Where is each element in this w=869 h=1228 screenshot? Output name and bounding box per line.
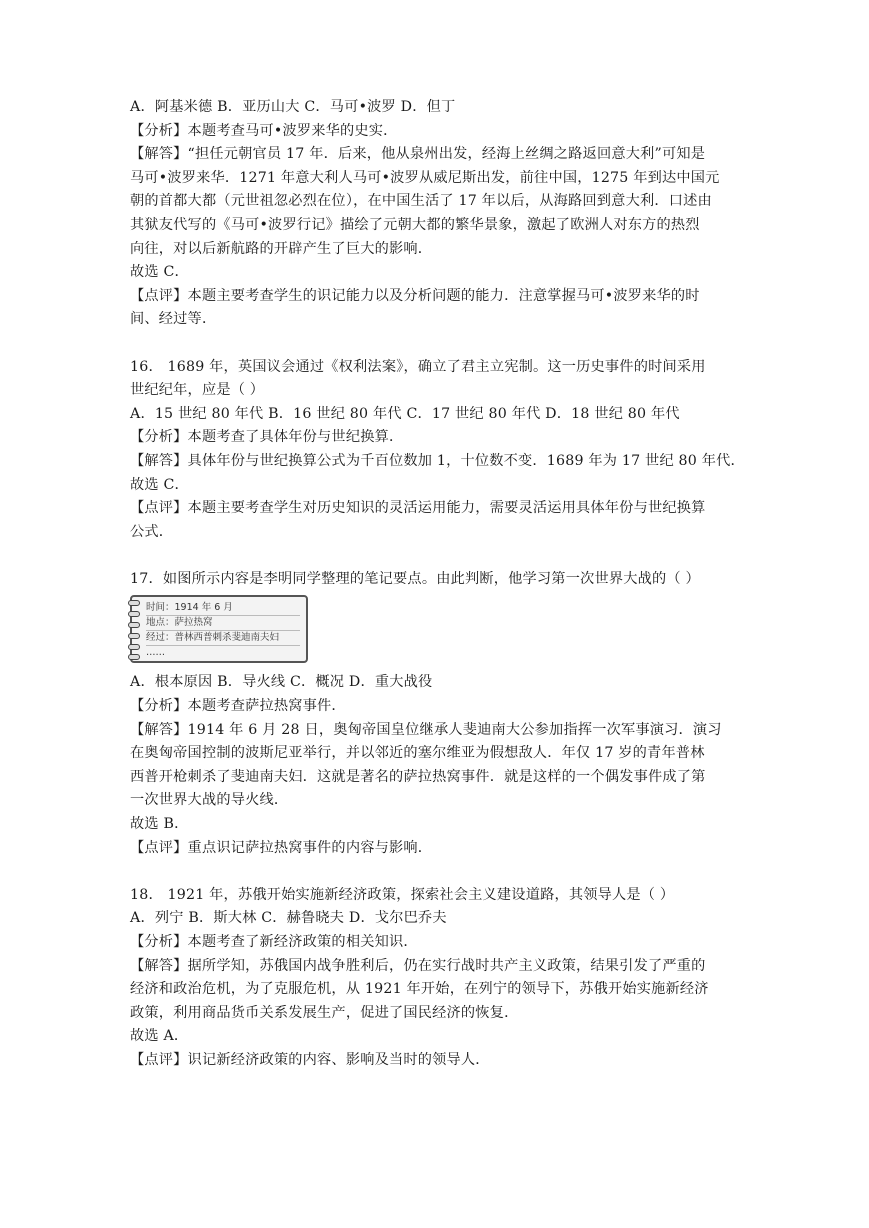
q16-stem-line: 世纪纪年，应是（ ） bbox=[130, 382, 265, 399]
q15-comment-line: 间、经过等． bbox=[130, 311, 217, 328]
q18-answer-line: 政策，利用商品货币关系发展生产，促进了国民经济的恢复． bbox=[130, 1004, 519, 1021]
q18-options: A．列宁 B．斯大林 C．赫鲁晓夫 D．戈尔巴乔夫 bbox=[130, 910, 447, 927]
notebook-spiral bbox=[128, 600, 140, 660]
q16-answer: 【解答】具体年份与世纪换算公式为千百位数加 1，十位数不变．1689 年为 17 世纪 80 年代． bbox=[130, 452, 745, 469]
document-page bbox=[130, 96, 745, 1073]
q17-analysis: 【分析】本题考查萨拉热窝事件． bbox=[130, 698, 346, 715]
q15-answer-line: 向往，对以后新航路的开辟产生了巨大的影响． bbox=[130, 240, 433, 257]
q17-choice: 故选 B． bbox=[130, 816, 189, 833]
spacer bbox=[130, 860, 740, 884]
q15-answer-line: 马可•波罗来华．1271 年意大利人马可•波罗从威尼斯出发，前往中国，1275 年到达中国元 bbox=[130, 169, 720, 186]
q18-answer-line: 【解答】据所学知，苏俄国内战争胜利后，仍在实行战时共产主义政策，结果引发了严重的 bbox=[130, 957, 706, 974]
q18-comment: 【点评】识记新经济政策的内容、影响及当时的领导人． bbox=[130, 1051, 490, 1068]
q15-comment-line: 【点评】本题主要考查学生的识记能力以及分析问题的能力．注意掌握马可•波罗来华的时 bbox=[130, 287, 700, 304]
q16-comment-line: 公式． bbox=[130, 523, 174, 540]
q17-options: A．根本原因 B．导火线 C．概况 D．重大战役 bbox=[130, 674, 433, 691]
q15-analysis: 【分析】本题考查马可•波罗来华的史实． bbox=[130, 122, 398, 139]
q18-choice: 故选 A． bbox=[130, 1028, 189, 1045]
q17-answer-line: 在奥匈帝国控制的波斯尼亚举行，并以邻近的塞尔维亚为假想敌人．年仅 17 岁的青年普林 bbox=[130, 745, 705, 762]
q17-answer-line: 西普开枪刺杀了斐迪南夫妇．这就是著名的萨拉热窝事件．就是这样的一个偶发事件成了第 bbox=[130, 768, 706, 785]
q15-choice: 故选 C． bbox=[130, 264, 189, 281]
q16-stem-line: 16． 1689 年，英国议会通过《权利法案》，确立了君主立宪制。这一历史事件的时间采用 bbox=[130, 358, 706, 375]
notebook-image bbox=[130, 595, 308, 663]
q16-analysis: 【分析】本题考查了具体年份与世纪换算． bbox=[130, 429, 404, 446]
q15-options: A．阿基米德 B．亚历山大 C．马可•波罗 D．但丁 bbox=[130, 99, 456, 115]
q16-options: A．15 世纪 80 年代 B．16 世纪 80 年代 C．17 世纪 80 年代 D．18 世纪 80 年代 bbox=[130, 405, 680, 422]
q17-stem: 17．如图所示内容是李明同学整理的笔记要点。由此判断，他学习第一次世界大战的（ ） bbox=[130, 570, 700, 587]
q15-answer-line: 其狱友代写的《马可•波罗行记》描绘了元朝大都的繁华景象，激起了欧洲人对东方的热烈 bbox=[130, 216, 700, 233]
q15-answer-line: 【解答】“担任元朝官员 17 年．后来，他从泉州出发，经海上丝绸之路返回意大利”可知是 bbox=[130, 146, 706, 163]
spacer bbox=[130, 544, 740, 568]
spacer bbox=[130, 332, 740, 356]
q18-stem: 18． 1921 年，苏俄开始实施新经济政策，探索社会主义建设道路，其领导人是（ ） bbox=[130, 886, 675, 903]
q17-answer-line: 一次世界大战的导火线． bbox=[130, 792, 289, 809]
q17-answer-line: 【解答】1914 年 6 月 28 日，奥匈帝国皇位继承人斐迪南大公参加指挥一次军事演习．演习 bbox=[130, 721, 722, 738]
note-time: 时间：1914 年 6 月 bbox=[146, 601, 300, 616]
q17-comment: 【点评】重点识记萨拉热窝事件的内容与影响． bbox=[130, 839, 433, 856]
note-ellipsis: …… bbox=[146, 647, 165, 659]
note-event: 经过：普林西普刺杀斐迪南夫妇 bbox=[146, 631, 300, 646]
note-place: 地点：萨拉热窝 bbox=[146, 616, 300, 631]
q16-comment-line: 【点评】本题主要考查学生对历史知识的灵活运用能力，需要灵活运用具体年份与世纪换算 bbox=[130, 500, 706, 517]
q18-answer-line: 经济和政治危机，为了克服危机，从 1921 年开始，在列宁的领导下，苏俄开始实施新经济 bbox=[130, 981, 709, 998]
q16-choice: 故选 C． bbox=[130, 476, 189, 493]
q15-answer-line: 朝的首都大都（元世祖忽必烈在位），在中国生活了 17 年以后，从海路回到意大利．口述由 bbox=[130, 193, 712, 210]
q18-analysis: 【分析】本题考查了新经济政策的相关知识． bbox=[130, 934, 418, 950]
